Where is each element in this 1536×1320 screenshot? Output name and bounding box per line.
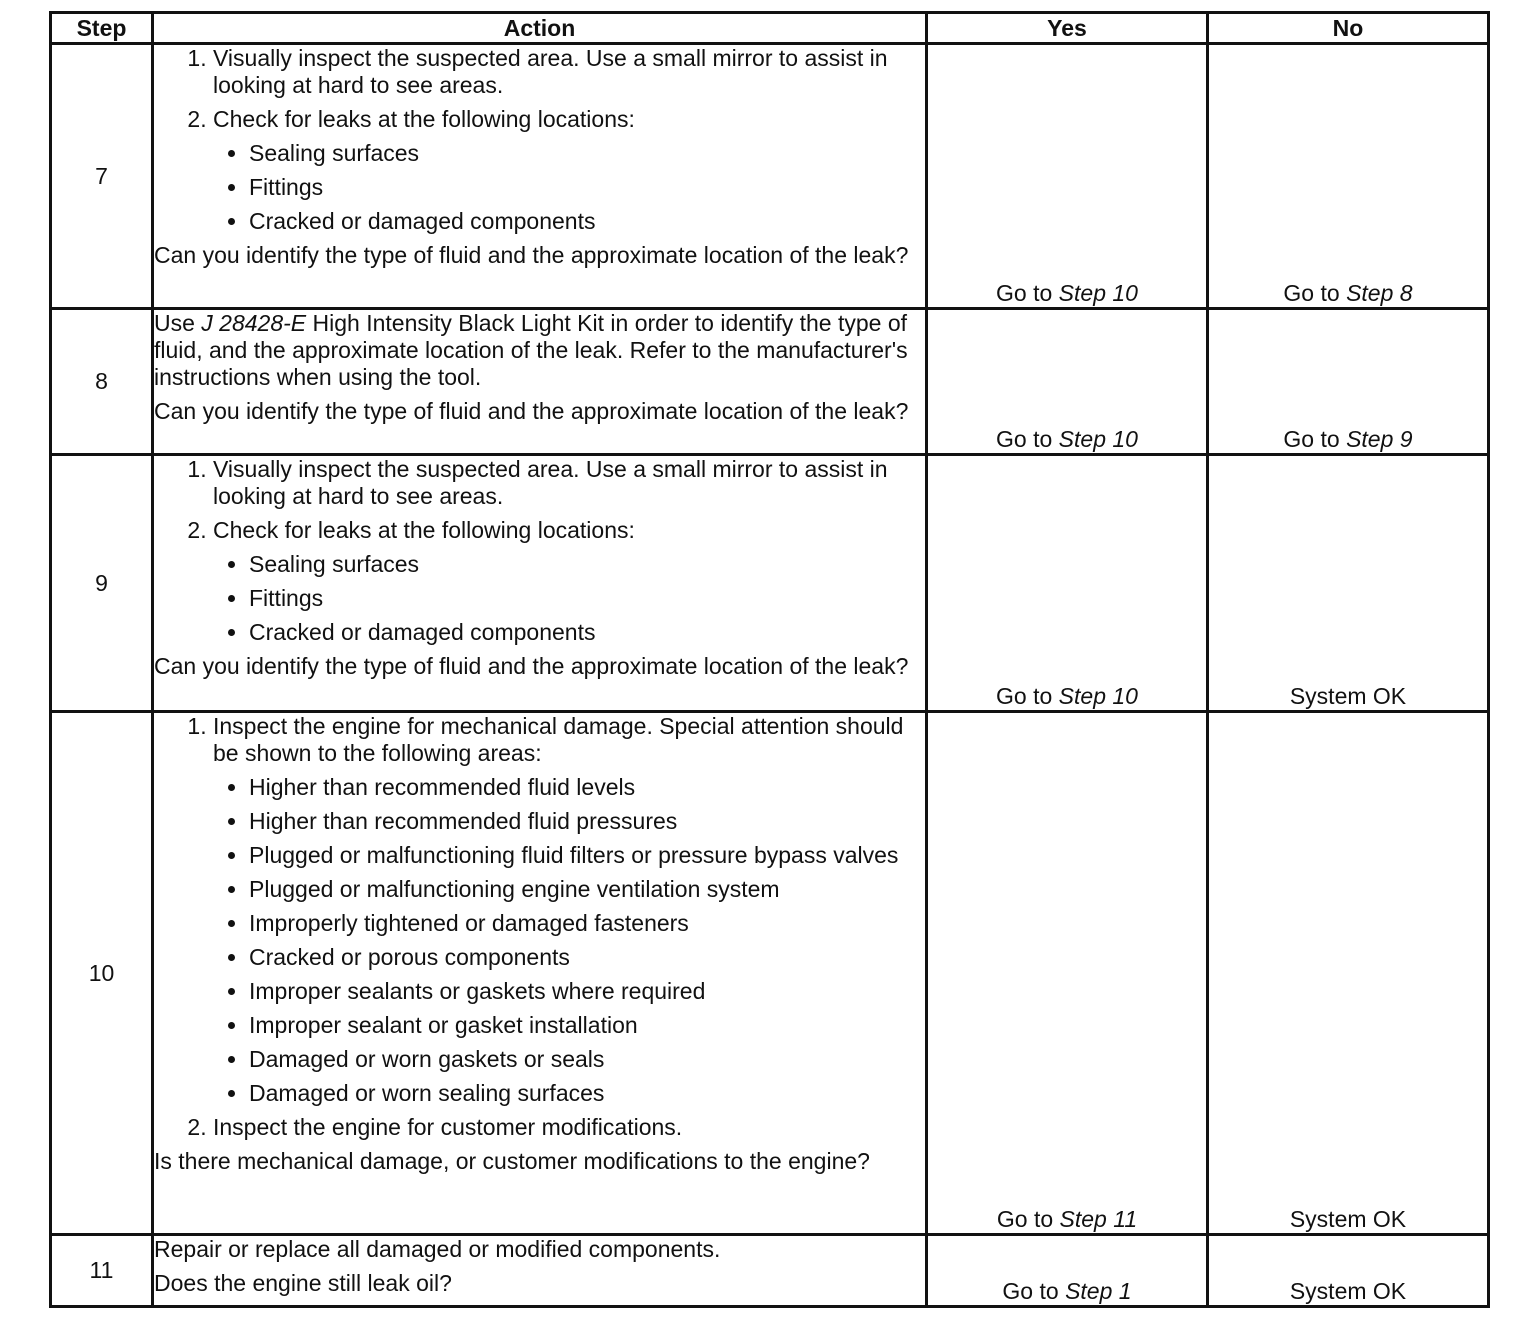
list-item: • Sealing surfaces xyxy=(249,140,925,167)
yes-cell: Go to Step 10 xyxy=(927,309,1208,455)
list-item: • Plugged or malfunctioning engine ventilation system xyxy=(249,876,925,903)
action-step-item: 1. Inspect the engine for mechanical damage. Special attention should be shown to the following areas: • Higher than recommended fluid levels • Higher than recommended fluid pressures • Plugged or malfunctioning fluid filters or pressure bypass valves • Plugged or malfunctioning engine ventilation system • Improperly tightened or damaged fasteners • Cracked or porous components • Improper sealants or gaskets where required • Improper sealant or gasket installation • Damaged or worn gaskets or seals • Damaged or worn sealing surfaces xyxy=(213,713,925,1107)
list-item: • Fittings xyxy=(249,174,925,201)
action-cell xyxy=(153,44,927,309)
no-cell xyxy=(1208,455,1489,712)
action-steps xyxy=(154,456,925,646)
table-row-step-11 xyxy=(51,1235,1489,1307)
action-step-item: 2. Check for leaks at the following locations: • Sealing surfaces • Fittings • Cracked or damaged components xyxy=(213,517,925,646)
action-cell xyxy=(153,455,927,712)
list-item: • Sealing surfaces xyxy=(249,551,925,578)
yes-cell: Go to Step 1 xyxy=(927,1235,1208,1307)
header-no: No xyxy=(1208,13,1489,44)
question-text: Can you identify the type of fluid and the approximate location of the leak? xyxy=(154,398,909,424)
step-number: 9 xyxy=(51,455,153,712)
list-item: • Fittings xyxy=(249,585,925,612)
question-text: Can you identify the type of fluid and the approximate location of the leak? xyxy=(154,653,909,679)
instruction-text: Use J 28428-E High Intensity Black Light Kit in order to identify the type of fluid, and the approximate location of the leak. Refer to the manufacturer's instructions when using the tool. xyxy=(154,310,908,390)
action-cell xyxy=(153,1235,927,1307)
action-step-item: 2. Inspect the engine for customer modifications. xyxy=(213,1114,925,1141)
step-number: 8 xyxy=(51,309,153,455)
step-reference: Step 10 xyxy=(1058,683,1138,709)
location-list xyxy=(213,551,925,646)
list-item: • Cracked or damaged components xyxy=(249,208,925,235)
step-reference: Step 1 xyxy=(1065,1278,1132,1304)
no-cell xyxy=(1208,1235,1489,1307)
list-item: • Higher than recommended fluid levels xyxy=(249,774,925,801)
yes-cell: Go to Step 10 xyxy=(927,44,1208,309)
diagnostic-table xyxy=(49,11,1490,1308)
action-cell xyxy=(153,712,927,1235)
action-steps xyxy=(154,45,925,235)
tool-reference: J 28428-E xyxy=(201,310,307,336)
yes-cell: Go to Step 10 xyxy=(927,455,1208,712)
header-action: Action xyxy=(153,13,927,44)
step-reference: Step 11 xyxy=(1059,1206,1138,1232)
list-item: • Cracked or porous components xyxy=(249,944,925,971)
action-steps xyxy=(154,713,925,1141)
no-cell: Go to Step 9 xyxy=(1208,309,1489,455)
table-header-row xyxy=(51,13,1489,44)
step-number: 10 xyxy=(51,712,153,1235)
table-row-step-10 xyxy=(51,712,1489,1235)
yes-cell: Go to Step 11 xyxy=(927,712,1208,1235)
location-list xyxy=(213,140,925,235)
list-item: • Improper sealant or gasket installation xyxy=(249,1012,925,1039)
inspection-area-list xyxy=(213,774,925,1107)
list-item: • Damaged or worn gaskets or seals xyxy=(249,1046,925,1073)
action-step-item: 1. Visually inspect the suspected area. Use a small mirror to assist in looking at hard to see areas. xyxy=(213,456,925,510)
instruction-text: Repair or replace all damaged or modified components. xyxy=(154,1236,721,1262)
list-item: • Damaged or worn sealing surfaces xyxy=(249,1080,925,1107)
question-text: Does the engine still leak oil? xyxy=(154,1270,452,1296)
step-number: 7 xyxy=(51,44,153,309)
list-item: • Higher than recommended fluid pressures xyxy=(249,808,925,835)
action-step-item: 2. Check for leaks at the following locations: • Sealing surfaces • Fittings • Cracked or damaged components xyxy=(213,106,925,235)
step-reference: Step 9 xyxy=(1346,426,1413,452)
table-row-step-7 xyxy=(51,44,1489,309)
result-text: System OK xyxy=(1289,1278,1407,1304)
list-item: • Cracked or damaged components xyxy=(249,619,925,646)
result-text: System OK xyxy=(1289,1206,1407,1232)
no-cell: Go to Step 8 xyxy=(1208,44,1489,309)
list-item: • Improper sealants or gaskets where required xyxy=(249,978,925,1005)
question-text: Can you identify the type of fluid and the approximate location of the leak? xyxy=(154,242,909,268)
list-item: • Improperly tightened or damaged fasteners xyxy=(249,910,925,937)
table-row-step-8 xyxy=(51,309,1489,455)
step-reference: Step 10 xyxy=(1058,280,1138,306)
table-row-step-9 xyxy=(51,455,1489,712)
action-step-item: 1. Visually inspect the suspected area. Use a small mirror to assist in looking at hard to see areas. xyxy=(213,45,925,99)
header-step: Step xyxy=(51,13,153,44)
no-cell xyxy=(1208,712,1489,1235)
question-text: Is there mechanical damage, or customer modifications to the engine? xyxy=(154,1148,870,1174)
step-reference: Step 8 xyxy=(1346,280,1413,306)
list-item: • Plugged or malfunctioning fluid filters or pressure bypass valves xyxy=(249,842,925,869)
step-reference: Step 10 xyxy=(1058,426,1138,452)
header-yes: Yes xyxy=(927,13,1208,44)
action-cell xyxy=(153,309,927,455)
step-number: 11 xyxy=(51,1235,153,1307)
result-text: System OK xyxy=(1289,683,1407,709)
